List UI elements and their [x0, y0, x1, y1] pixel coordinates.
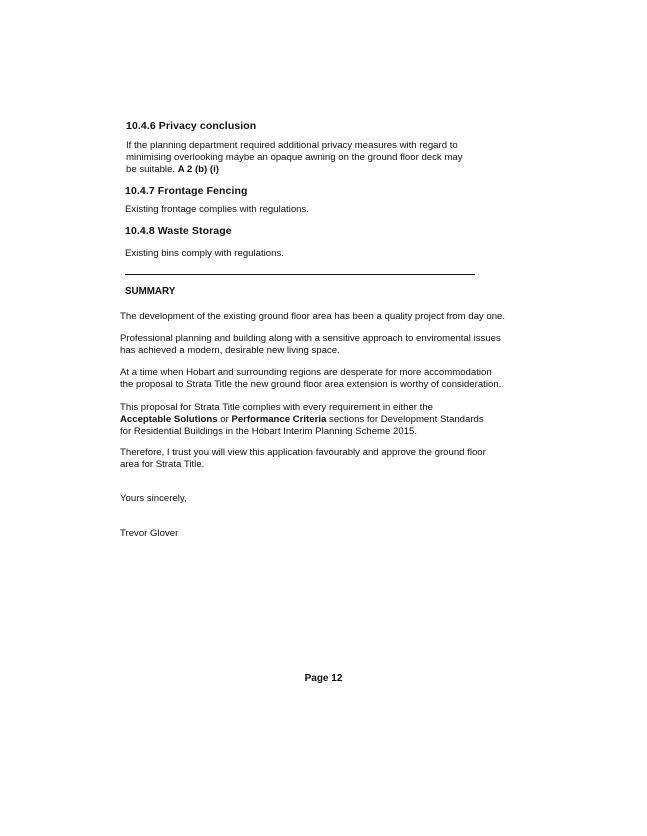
summary-paragraph-4	[120, 402, 484, 438]
privacy-paragraph	[126, 140, 463, 176]
closing-salutation: Yours sincerely,	[120, 493, 187, 504]
privacy-line-3	[126, 164, 463, 176]
summary-heading: SUMMARY	[125, 286, 176, 297]
summary-paragraph-5-line-2: area for Strata Title.	[120, 459, 205, 470]
page-number: Page 12	[304, 673, 343, 684]
waste-text: Existing bins comply with regulations.	[125, 248, 284, 259]
summary-paragraph-4-conjunction: or	[217, 414, 232, 425]
summary-paragraph-3	[120, 367, 501, 391]
fencing-text: Existing frontage complies with regulations.	[125, 204, 309, 215]
signature-name: Trevor Glover	[120, 528, 179, 539]
section-divider	[125, 274, 475, 275]
heading-frontage-fencing: 10.4.7 Frontage Fencing	[125, 185, 248, 197]
summary-paragraph-5-line-1: Therefore, I trust you will view this application favourably and approve the ground floor	[120, 447, 486, 458]
privacy-line-1: If the planning department required additional privacy measures with regard to	[126, 140, 458, 151]
acceptable-solutions-term: Acceptable Solutions	[120, 414, 218, 425]
summary-paragraph-3-line-2: the proposal to Strata Title the new ground floor area extension is worthy of consideration.	[120, 379, 502, 390]
privacy-line-3-text: be suitable.	[126, 164, 178, 175]
summary-paragraph-1: The development of the existing ground floor area has been a quality project from day one.	[120, 311, 506, 322]
privacy-reference: A 2 (b) (i)	[177, 164, 219, 175]
summary-paragraph-4-tail: sections for Development Standards	[326, 414, 484, 425]
privacy-line-2: minimising overlooking maybe an opaque awning on the ground floor deck may	[126, 152, 463, 163]
summary-paragraph-2	[120, 333, 501, 357]
summary-paragraph-4-line-3: for Residential Buildings in the Hobart Interim Planning Scheme 2015.	[120, 426, 418, 437]
summary-paragraph-2-line-1: Professional planning and building along with a sensitive approach to enviromental issues	[120, 333, 501, 344]
summary-paragraph-4-line-2	[120, 414, 484, 426]
heading-waste-storage: 10.4.8 Waste Storage	[125, 225, 232, 237]
heading-privacy-conclusion: 10.4.6 Privacy conclusion	[126, 120, 257, 132]
summary-paragraph-2-line-2: has achieved a modern, desirable new living space.	[120, 345, 340, 356]
summary-paragraph-4-line-1: This proposal for Strata Title complies with every requirement in either the	[120, 402, 434, 413]
summary-paragraph-3-line-1: At a time when Hobart and surrounding regions are desperate for more accommodation	[120, 367, 492, 378]
performance-criteria-term: Performance Criteria	[231, 414, 327, 425]
summary-paragraph-5	[120, 447, 486, 471]
